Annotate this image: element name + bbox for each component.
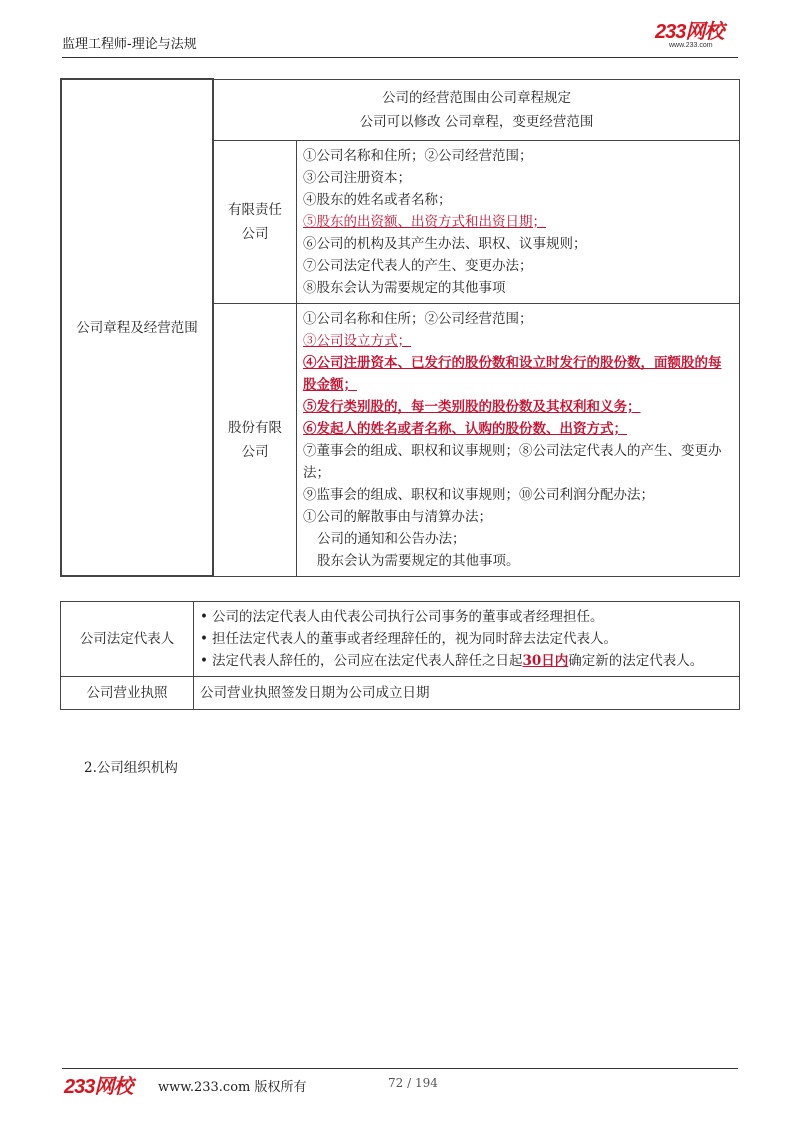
business-scope-cell	[213, 79, 740, 140]
list-item-emphasis: ④公司注册资本、已发行的股份数和设立时发行的股份数，面额股的每股金额；	[303, 354, 722, 393]
scope-line-1: 公司的经营范围由公司章程规定	[382, 89, 571, 106]
document-header-title: 监理工程师-理论与法规	[62, 37, 197, 52]
llc-items-list	[297, 140, 740, 303]
list-item: ⑨监事会的组成、职权和议事规则；⑩公司利润分配办法；	[303, 486, 654, 503]
list-item: ①公司名称和住所；②公司经营范围；	[303, 310, 533, 327]
list-item: ⑦董事会的组成、职权和议事规则；⑧公司法定代表人的产生、变更办法；	[303, 442, 722, 481]
page-number: 72 / 194	[388, 1076, 438, 1090]
business-license-text: 公司营业执照签发日期为公司成立日期	[194, 677, 740, 710]
logo-url: www.233.com	[669, 42, 713, 49]
list-item: ⑦公司法定代表人的产生、变更办法；	[303, 257, 533, 274]
logo-text: 233网校	[655, 21, 724, 43]
llc-label: 有限责任公司	[213, 140, 297, 303]
bullet-icon: •	[200, 631, 208, 647]
brand-logo	[655, 21, 735, 49]
footer-divider	[62, 1068, 738, 1069]
deadline-emphasis: 30日内	[522, 653, 569, 669]
row-label-business-license: 公司营业执照	[61, 677, 194, 710]
list-item-emphasis: ③公司设立方式；	[303, 332, 411, 349]
footer-copyright: www.233.com 版权所有	[158, 1080, 307, 1095]
footer-logo: 233网校	[64, 1076, 133, 1098]
list-item: ⑥公司的机构及其产生办法、职权、议事规则；	[303, 235, 587, 252]
list-item: ①公司名称和住所；②公司经营范围；	[303, 147, 533, 164]
list-item: • 公司的法定代表人由代表公司执行公司事务的董事或者经理担任。	[200, 606, 733, 628]
legal-rep-bullets	[194, 602, 740, 677]
list-item: 股东会认为需要规定的其他事项。	[317, 552, 520, 569]
row-label-legal-rep: 公司法定代表人	[61, 602, 194, 677]
list-item: 公司的通知和公告办法；	[317, 530, 466, 547]
list-item-emphasis: ⑤发行类别股的，每一类别股的股份数及其权利和义务；	[303, 398, 641, 415]
scope-line-2: 公司可以修改 公司章程，变更经营范围	[359, 113, 594, 130]
jsc-items-list	[297, 303, 740, 576]
list-item: • 担任法定代表人的董事或者经理辞任的，视为同时辞去法定代表人。	[200, 628, 733, 650]
list-item: ⑧股东会认为需要规定的其他事项	[303, 279, 506, 296]
list-item: ①公司的解散事由与清算办法；	[303, 508, 492, 525]
list-item: • 法定代表人辞任的，公司应在法定代表人辞任之日起30日内确定新的法定代表人。	[200, 650, 733, 672]
list-item-emphasis: ⑤股东的出资额、出资方式和出资日期；	[303, 213, 546, 230]
list-item: ③公司注册资本；	[303, 169, 411, 186]
header-divider	[62, 57, 738, 58]
row-label-articles-scope: 公司章程及经营范围	[61, 79, 213, 576]
articles-scope-table	[60, 78, 740, 577]
representative-license-table	[60, 601, 740, 710]
bullet-icon: •	[200, 609, 208, 625]
list-item-emphasis: ⑥发起人的姓名或者名称、认购的股份数、出资方式；	[303, 420, 627, 437]
jsc-label: 股份有限公司	[213, 303, 297, 576]
section-heading: 2.公司组织机构	[84, 760, 178, 776]
bullet-icon: •	[200, 653, 208, 669]
list-item: ④股东的姓名或者名称；	[303, 191, 452, 208]
